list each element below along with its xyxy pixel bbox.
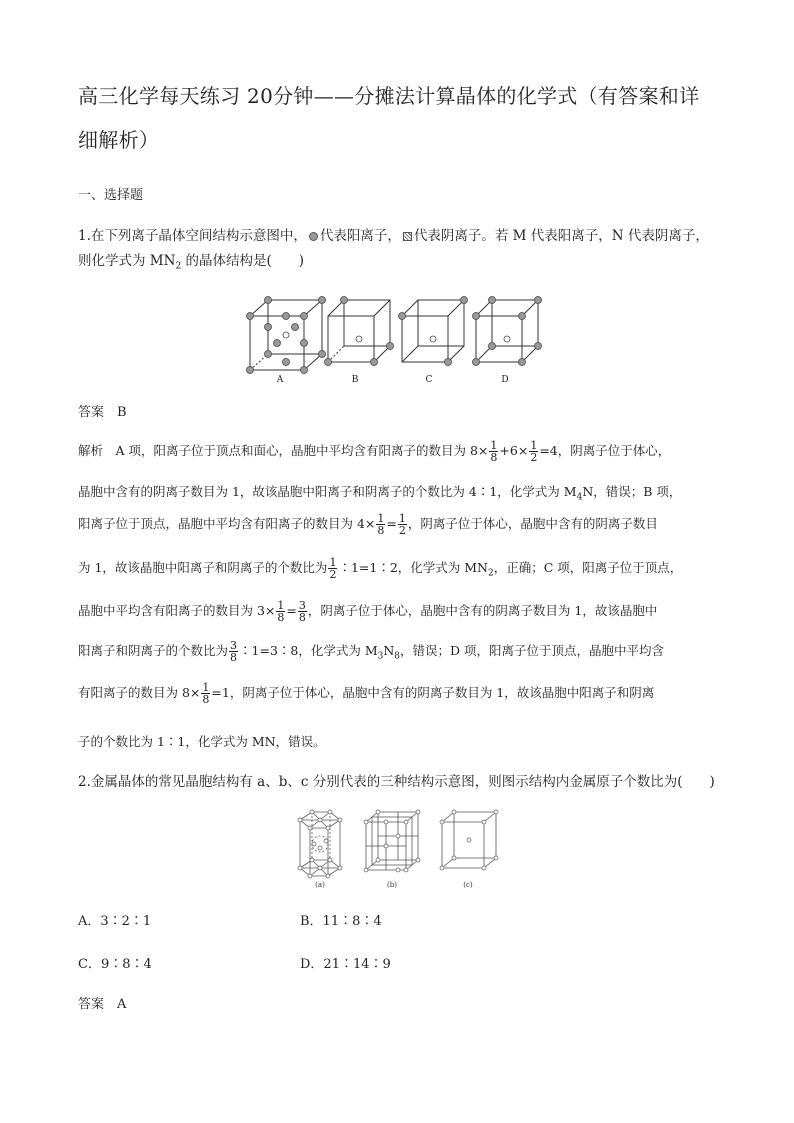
- question-1-line-1: [78, 224, 723, 249]
- option-d[interactable]: D．21∶14∶9: [300, 957, 391, 972]
- page-title: [78, 74, 728, 162]
- question-1-line-2: [78, 249, 723, 280]
- option-c[interactable]: C．9∶8∶4: [78, 957, 152, 972]
- figure-label-a: A: [276, 375, 284, 385]
- question-1: [78, 224, 723, 280]
- explanation-line-8: 子的个数比为 1∶1，化学式为 MN，错误。: [78, 734, 326, 749]
- anion-symbol-icon: [403, 232, 412, 241]
- figure-label-b: B: [351, 375, 359, 385]
- title-line-2: 细解析）: [78, 128, 160, 152]
- answer-2: 答案 A: [78, 997, 127, 1012]
- option-a[interactable]: A．3∶2∶1: [78, 914, 152, 929]
- structure-label-a: (a): [315, 881, 325, 889]
- question-2: 2.金属晶体的常见晶胞结构有 a、b、c 分别代表的三种结构示意图，则图示结构内金属原子个数比为( ): [78, 774, 715, 790]
- option-b[interactable]: B．11∶8∶4: [300, 914, 382, 929]
- title-line-1: 高三化学每天练习 20分钟——分摊法计算晶体的化学式（有答案和详: [78, 84, 700, 108]
- q2-crystal-figure: [290, 808, 510, 890]
- explanation-line-7: 有阳离子的数目为 8× $\frac{1}{8}$ =1，阴离子位于体心，晶胞中含有的阴离子数目为 1，故该晶胞中阳离子和阴离: [78, 681, 655, 706]
- cube-c: [402, 300, 464, 362]
- explanation-line-1: 解析 A 项，阳离子位于顶点和面心，晶胞中平均含有阳离子的数目为 8× $\frac{1}{8}$ +6× $\frac{1}{2}$ =4，阴离子位于体心，: [78, 439, 671, 464]
- q1-formula-tail: 的晶体结构是( ): [181, 253, 304, 269]
- explanation-1: [78, 440, 728, 750]
- q1-formula-subscript: 2: [175, 261, 182, 272]
- fraction-1-8: $\frac{1}{8}$: [490, 439, 498, 464]
- explanation-line-3: 阳离子位于顶点，晶胞中平均含有阳离子的数目为 4× $\frac{1}{8}$ = $\frac{1}{2}$ ，阴离子位于体心，晶胞中含有的阴离子数目: [78, 512, 658, 537]
- cube-b: [328, 300, 390, 362]
- structure-label-c: (c): [463, 881, 473, 889]
- fraction-1-2: $\frac{1}{2}$: [530, 439, 538, 464]
- cube-d: [476, 300, 538, 362]
- explanation-line-5: 晶胞中平均含有阳离子的数目为 3× $\frac{1}{8}$ = $\frac{3}{8}$ ，阴离子位于体心，晶胞中含有的阴离子数目为 1，故该晶胞中: [78, 599, 658, 624]
- structure-b: [366, 812, 418, 870]
- structure-label-b: (b): [387, 881, 397, 889]
- explanation-line-6: 阳离子和阴离子的个数比为 $\frac{3}{8}$ ∶1=3∶8，化学式为 $M_3N_8$，错误；D 项，阳离子位于顶点，晶胞中平均含: [78, 639, 665, 664]
- answer-1: 答案 B: [78, 405, 127, 420]
- figure-label-d: D: [501, 375, 509, 385]
- figure-label-c: C: [425, 375, 433, 385]
- q1-text-part1: 1.在下列离子晶体空间结构示意图中，: [78, 228, 307, 244]
- q1-text-part3: 代表阴离子。若 M 代表阳离子，N 代表阴离子，: [413, 228, 709, 244]
- section-heading: 一、选择题: [78, 188, 144, 203]
- explanation-line-2: 晶胞中含有的阴离子数目为 1，故该晶胞中阳离子和阴离子的个数比为 4∶1，化学式为 $M_4N$，错误；B 项，: [78, 484, 682, 503]
- q1-text-part2: 代表阳离子，: [319, 228, 401, 244]
- q1-crystal-figure: [244, 292, 554, 386]
- q1-formula-text: 则化学式为 MN: [78, 253, 176, 269]
- explanation-line-4: 为 1，故该晶胞中阳离子和阴离子的个数比为 $\frac{1}{2}$ ∶1=1∶2，化学式为 $MN_2$，正确；C 项，阳离子位于顶点，: [78, 556, 683, 581]
- cation-symbol-icon: [309, 232, 318, 241]
